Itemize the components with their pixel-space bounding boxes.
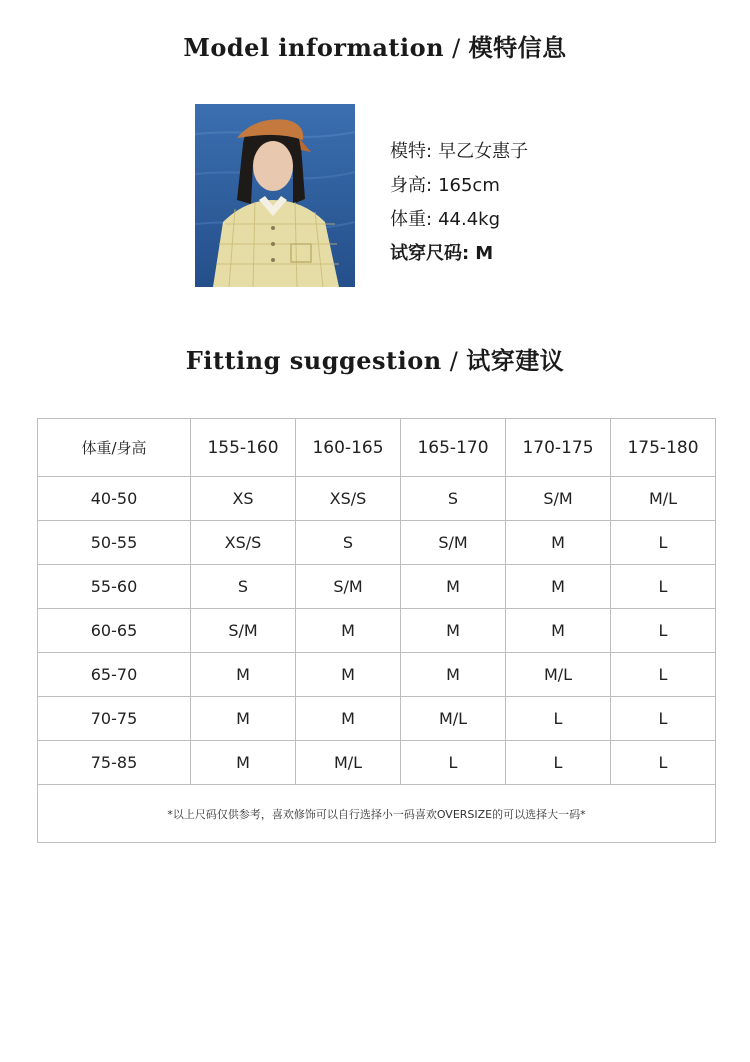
size-cell: M <box>191 653 296 697</box>
weight-cell: 50-55 <box>38 521 191 565</box>
size-cell: M <box>296 609 401 653</box>
size-cell: S/M <box>296 565 401 609</box>
size-cell: L <box>506 697 611 741</box>
size-cell: M <box>506 609 611 653</box>
model-photo-illustration <box>195 104 355 287</box>
weight-cell: 60-65 <box>38 609 191 653</box>
model-title-cn: 模特信息 <box>468 34 567 62</box>
corner-header: 体重/身高 <box>38 419 191 477</box>
fitting-title-en: Fitting suggestion <box>185 346 442 375</box>
size-cell: L <box>611 653 716 697</box>
size-cell: XS/S <box>191 521 296 565</box>
column-header: 170-175 <box>506 419 611 477</box>
model-size-label: 试穿尺码: <box>390 243 470 264</box>
size-table-header-row <box>38 419 716 477</box>
size-cell: XS/S <box>296 477 401 521</box>
weight-cell: 65-70 <box>38 653 191 697</box>
size-cell: S/M <box>401 521 506 565</box>
model-information-title <box>0 28 750 63</box>
model-weight-value: 44.4kg <box>438 209 501 230</box>
fitting-title-separator: / <box>449 347 459 375</box>
model-name-row <box>390 140 528 174</box>
size-cell: M <box>401 609 506 653</box>
model-weight-row <box>390 208 528 242</box>
weight-cell: 75-85 <box>38 741 191 785</box>
fitting-title-cn: 试穿建议 <box>466 347 565 375</box>
size-cell: L <box>611 609 716 653</box>
size-cell: M <box>191 697 296 741</box>
size-cell: M <box>401 653 506 697</box>
table-row <box>38 741 716 785</box>
table-row <box>38 697 716 741</box>
size-cell: S <box>401 477 506 521</box>
size-chart-table <box>37 418 716 843</box>
model-photo <box>195 104 355 287</box>
model-height-row <box>390 174 528 208</box>
size-cell: L <box>611 565 716 609</box>
model-info-list <box>390 140 528 276</box>
size-cell: M <box>296 697 401 741</box>
size-cell: L <box>506 741 611 785</box>
model-weight-label: 体重: <box>390 209 433 230</box>
column-header: 160-165 <box>296 419 401 477</box>
table-row <box>38 653 716 697</box>
size-cell: XS <box>191 477 296 521</box>
size-cell: S <box>296 521 401 565</box>
size-cell: M <box>401 565 506 609</box>
column-header: 155-160 <box>191 419 296 477</box>
size-cell: M <box>506 521 611 565</box>
table-row <box>38 477 716 521</box>
model-title-separator: / <box>452 34 461 62</box>
model-height-label: 身高: <box>390 175 433 196</box>
size-cell: L <box>611 521 716 565</box>
weight-cell: 70-75 <box>38 697 191 741</box>
model-name-value: 早乙女惠子 <box>438 141 529 162</box>
size-cell: M <box>506 565 611 609</box>
model-size-value: M <box>475 243 494 264</box>
size-cell: L <box>611 697 716 741</box>
model-title-en: Model information <box>183 33 445 62</box>
size-note-row <box>38 785 716 843</box>
model-name-label: 模特: <box>390 141 433 162</box>
size-cell: S/M <box>506 477 611 521</box>
size-cell: M/L <box>506 653 611 697</box>
size-cell: L <box>611 741 716 785</box>
size-cell: L <box>401 741 506 785</box>
table-row <box>38 521 716 565</box>
size-cell: M <box>296 653 401 697</box>
fitting-suggestion-title <box>0 341 750 376</box>
model-size-row <box>390 242 528 276</box>
size-note: *以上尺码仅供参考，喜欢修饰可以自行选择小一码喜欢OVERSIZE的可以选择大一码* <box>38 785 716 843</box>
column-header: 165-170 <box>401 419 506 477</box>
size-cell: M <box>191 741 296 785</box>
weight-cell: 40-50 <box>38 477 191 521</box>
size-cell: S <box>191 565 296 609</box>
size-cell: S/M <box>191 609 296 653</box>
table-row <box>38 565 716 609</box>
size-cell: M/L <box>296 741 401 785</box>
size-cell: M/L <box>401 697 506 741</box>
column-header: 175-180 <box>611 419 716 477</box>
size-cell: M/L <box>611 477 716 521</box>
weight-cell: 55-60 <box>38 565 191 609</box>
table-row <box>38 609 716 653</box>
model-height-value: 165cm <box>438 175 500 196</box>
